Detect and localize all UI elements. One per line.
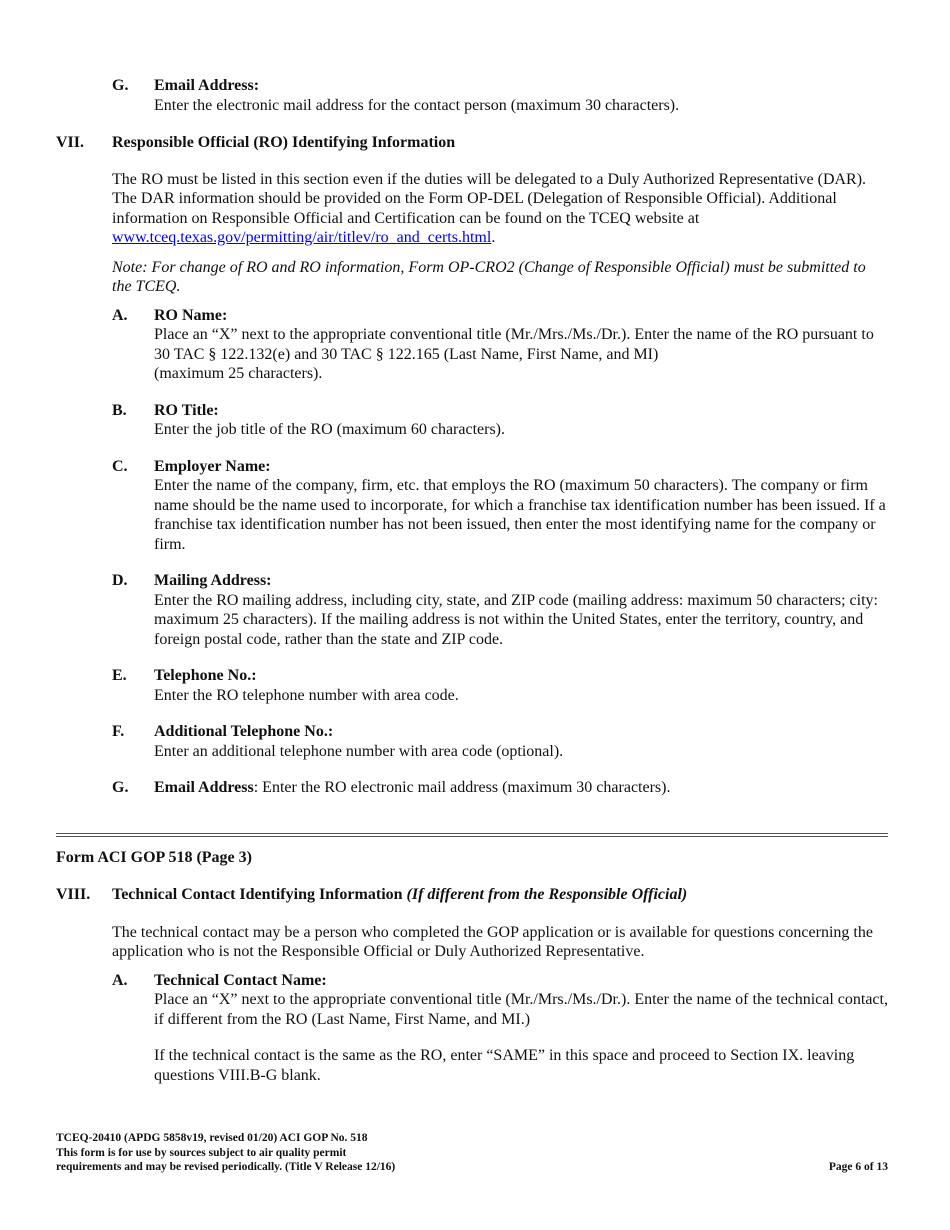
section-viii-intro: The technical contact may be a person who completed the GOP application or is available for questions concerning the application who is not the Responsible Official or Duly Authorized Representative. [112,923,873,960]
page-number: Page 6 of 13 [828,1161,888,1173]
item-body: Enter the name of the company, firm, etc. that employs the RO (maximum 50 characters). The company or firm name should be the name used to incorporate, for which a franchise tax identification number has been issued. If a franchise tax identification number has not been issued, then enter the most identifying name for the company or firm. [154,477,886,553]
sec6-item-g [56,76,888,115]
item-body: Enter the electronic mail address for the contact person (maximum 30 characters). [154,96,680,114]
divider-top [56,833,888,834]
item-title: RO Title: [154,401,219,419]
item-body-cont: (maximum 25 characters). [154,365,323,382]
section-vii-intro [56,170,888,248]
item-body: Enter an additional telephone number with area code (optional). [154,742,564,760]
page-footer [56,1131,888,1175]
sec7-item-g [56,778,888,798]
section-title-qualifier: (If different from the Responsible Official) [406,886,688,903]
section-viii [56,885,888,1085]
item-title: Additional Telephone No.: [154,723,334,740]
item-body-cont: If the technical contact is the same as the RO, enter “SAME” in this space and proceed to Section IX. leaving questions VIII.B-G blank. [154,1047,855,1084]
item-title: Telephone No.: [154,667,257,684]
item-title: Technical Contact Name: [154,971,327,989]
item-title: Email Address: [154,77,260,94]
sec7-item-d [56,571,888,649]
item-letter: G. [112,779,129,796]
sec7-item-f [56,722,888,761]
item-letter: G. [112,77,129,94]
item-body: Enter the RO telephone number with area code. [154,686,459,704]
item-title: RO Name: [154,306,228,324]
sec7-item-a [56,306,888,384]
document-page [56,76,888,798]
item-letter: E. [112,667,127,684]
item-title: Employer Name: [154,457,271,475]
item-letter: B. [112,401,127,419]
footer-notice-1: This form is for use by sources subject to air quality permit [56,1146,347,1159]
footer-form-id: TCEQ-20410 (APDG 5858v19, revised 01/20) ACI GOP No. 518 [56,1132,368,1144]
item-letter: A. [112,971,128,989]
sec7-item-c [56,457,888,555]
item-letter: A. [112,306,128,324]
item-body: Place an “X” next to the appropriate conventional title (Mr./Mrs./Ms./Dr.). Enter the name of the RO pursuant to 30 TAC § 122.132(e) and 30 TAC § 122.165 (Last Name, First Name, and MI) [154,326,874,363]
item-letter: D. [112,572,128,589]
sec8-item-a [56,971,888,1086]
sec7-item-e [56,666,888,705]
item-body: Enter the job title of the RO (maximum 60 characters). [154,421,505,438]
form-page-header: Form ACI GOP 518 (Page 3) [56,849,252,866]
footer-notice-2: requirements and may be revised periodically. (Title V Release 12/16) [56,1161,396,1173]
item-body: Enter the RO mailing address, including city, state, and ZIP code (mailing address: maximum 50 characters; city: maximum 25 characters). If the mailing address is not within the United States, enter the territory, country, and foreign postal code, rather than the state and ZIP code. [154,591,878,648]
item-title: Email Address [154,779,254,796]
item-letter: F. [112,723,125,740]
item-title: Mailing Address: [154,572,272,589]
item-body: Place an “X” next to the appropriate conventional title (Mr./Mrs./Ms./Dr.). Enter the name of the technical contact, if different from the RO (Last Name, First Name, and MI.) [154,991,888,1028]
divider-bottom [56,836,888,837]
section-title: Responsible Official (RO) Identifying Information [112,134,456,151]
item-letter: C. [112,457,128,475]
section-number: VIII. [56,886,91,903]
intro-end: . [491,229,496,246]
item-body: : Enter the RO electronic mail address (maximum 30 characters). [253,779,671,796]
section-vii-heading [56,133,888,153]
sec7-item-b [56,401,888,440]
section-viii-heading [56,885,888,905]
intro-text: The RO must be listed in this section even if the duties will be delegated to a Duly Authorized Representative (DAR). The DAR information should be provided on the Form OP-DEL (Delegation of Responsible Official). Additional information on Responsible Official and Certification can be found on the TCEQ website at [112,170,867,227]
section-number: VII. [56,134,85,151]
section-vii-note: Note: For change of RO and RO information, Form OP-CRO2 (Change of Responsible Official) must be submitted to the TCEQ. [112,258,866,295]
ro-certs-link[interactable]: www.tceq.texas.gov/permitting/air/titlev/ro_and_certs.html [112,229,492,246]
section-title: Technical Contact Identifying Information [112,886,407,903]
